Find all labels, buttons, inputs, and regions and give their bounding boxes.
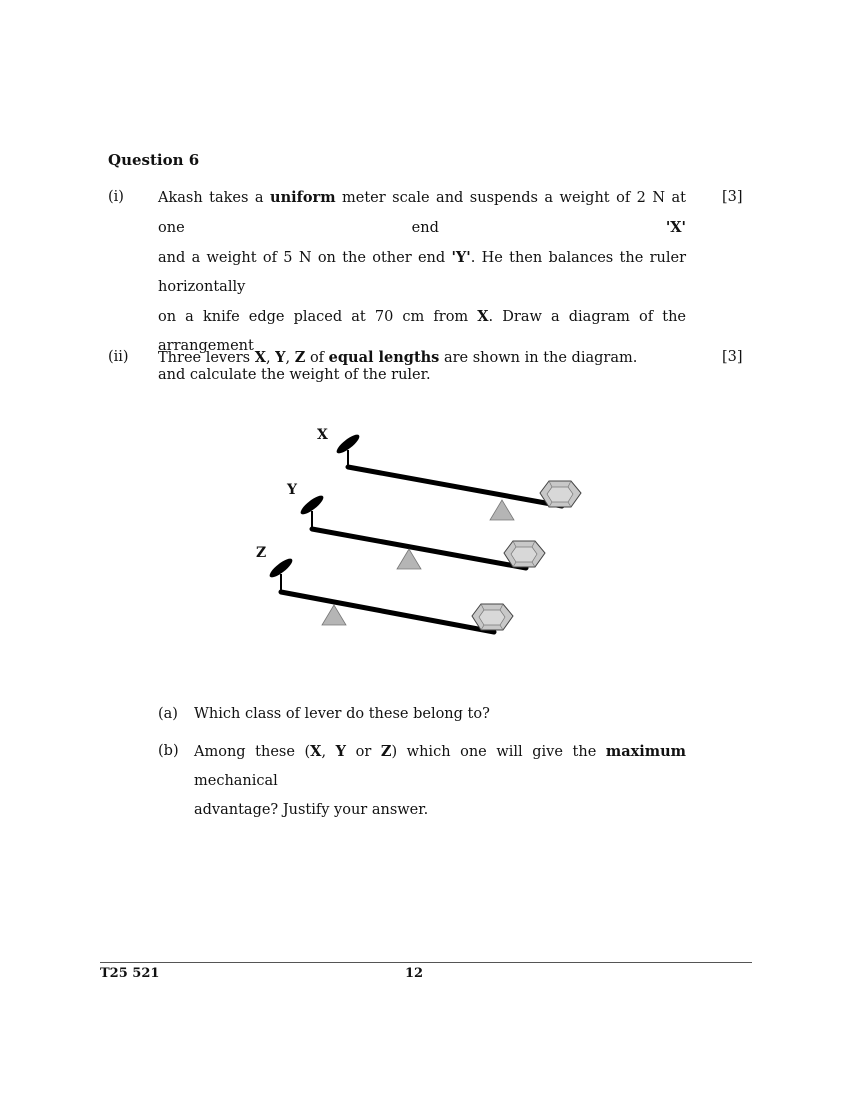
part-i-line-2: and a weight of 5 N on the other end 'Y'. He then balances the ruler horizontally <box>158 249 687 295</box>
footer-divider <box>100 962 752 963</box>
sub-a-label: (a) <box>158 706 178 722</box>
lever-x-fulcrum <box>490 500 514 520</box>
footer-paper-code: T25 521 <box>100 966 160 981</box>
lever-x <box>334 432 581 520</box>
lever-y-bar <box>312 529 526 568</box>
lever-y-load <box>504 541 545 567</box>
part-i-number: (i) <box>108 189 124 205</box>
sub-a-text: Which class of lever do these belong to? <box>194 706 490 722</box>
footer-page-number: 12 <box>405 966 424 981</box>
lever-z <box>267 556 513 632</box>
sub-b-label: (b) <box>158 743 179 759</box>
label-x: X <box>317 427 328 443</box>
lever-x-bar <box>348 467 562 506</box>
lever-y <box>298 493 545 569</box>
lever-x-load <box>540 481 581 507</box>
part-i-line-4: and calculate the weight of the ruler. <box>158 367 431 383</box>
question-title: Question 6 <box>108 151 200 169</box>
sub-b-line-2: advantage? Justify your answer. <box>194 802 429 818</box>
label-y: Y <box>287 482 297 498</box>
part-i-line-1: Akash takes a uniform meter scale and suspends a weight of 2 N at one end 'X' <box>158 189 686 236</box>
part-ii-marks: [3] <box>722 349 743 365</box>
sub-b-text <box>194 737 686 825</box>
lever-z-bar <box>281 592 494 632</box>
part-i-marks: [3] <box>722 189 743 205</box>
part-ii-number: (ii) <box>108 349 129 365</box>
part-i-line-3: on a knife edge placed at 70 cm from X. Draw a diagram of the arrangement <box>158 308 686 354</box>
levers-diagram <box>250 420 590 650</box>
lever-z-fulcrum <box>322 605 346 625</box>
label-z: Z <box>256 545 267 561</box>
lever-y-fulcrum <box>397 549 421 569</box>
lever-z-load <box>472 604 513 630</box>
part-ii-line-1: Three levers X, Y, Z of equal lengths are shown in the diagram. <box>158 349 638 366</box>
sub-b-line-1: Among these (X, Y or Z) which one will give the maximum mechanical <box>194 743 686 789</box>
